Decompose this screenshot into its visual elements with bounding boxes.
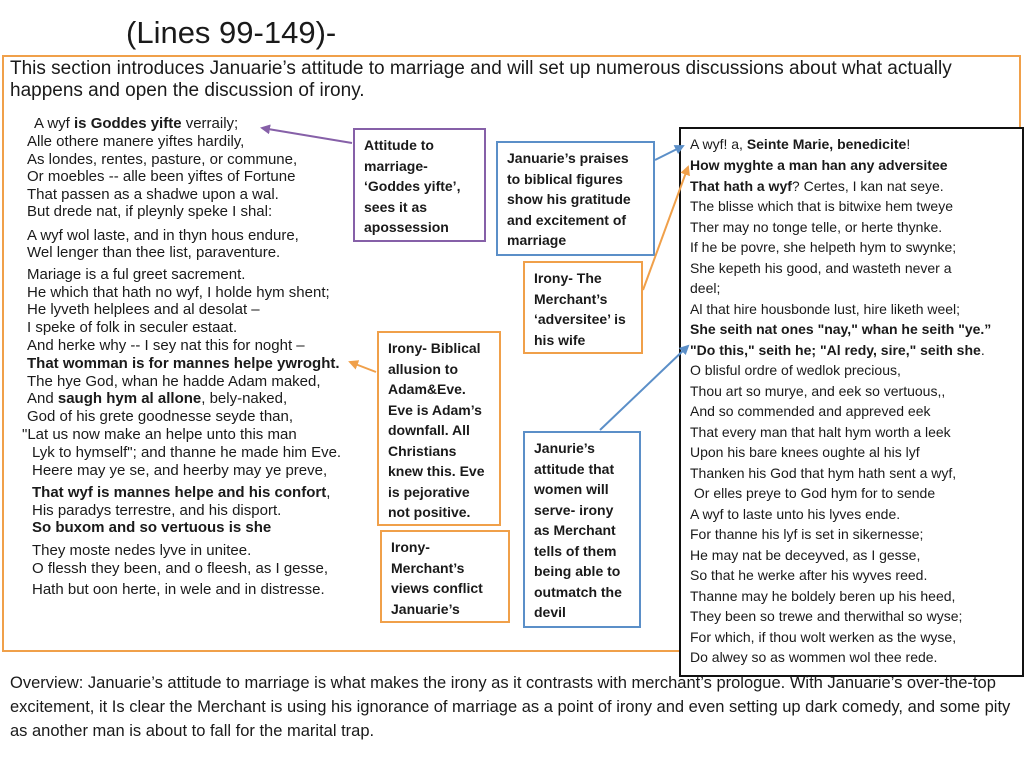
passage-line: He may nat be deceyved, as I gesse, — [690, 547, 921, 563]
poem-line: The hye God, whan he hadde Adam maked, — [27, 373, 321, 390]
note-irony-merchant-views: Irony- Merchant’s views conflict Januarie’s — [380, 530, 510, 623]
passage-line: Thanne may he boldely beren up his heed, — [690, 588, 956, 604]
arrow-januarie-to-passage — [600, 346, 688, 430]
poem-line: Or moebles -- alle been yiftes of Fortune — [27, 168, 296, 185]
passage-text: A wyf! a, — [690, 136, 747, 152]
note-januarie-attitude-women: Janurie’s attitude that women will serve- irony as Merchant tells of them being able to outmatch the devil — [523, 431, 641, 628]
arrow-praises-to-passage — [655, 146, 683, 160]
passage-line: And so commended and appreved eek — [690, 403, 931, 419]
passage-line: For thanne his lyf is set in sikernesse; — [690, 526, 924, 542]
poem-text: , — [326, 484, 331, 501]
poem-line: Heere may ye se, and heerby may ye preve, — [32, 462, 328, 479]
passage-emphasis: Seinte Marie, benedicite — [746, 136, 907, 152]
passage-line: She kepeth his good, and wasteth never a — [690, 260, 952, 276]
passage-line: For which, if thou wolt werken as the wyse, — [690, 629, 957, 645]
poem-line: They moste nedes lyve in unitee. — [32, 542, 252, 559]
passage-line: Do alwey so as wommen wol thee rede. — [690, 649, 938, 665]
poem-line: But drede nat, if pleynly speke I shal: — [27, 203, 273, 220]
passage-line: Thanken his God that hym hath sent a wyf, — [690, 465, 957, 481]
passage-line: A wyf to laste unto his lyves ende. — [690, 506, 901, 522]
passage-emphasis: That hath a wyf — [690, 178, 792, 194]
poem-line: Lyk to hymself"; and thanne he made him Eve. — [32, 444, 342, 461]
poem-line: Mariage is a ful greet sacrement. — [27, 266, 246, 283]
passage-line: They been so trewe and therwithal so wyse; — [690, 608, 963, 624]
passage-line: Al that hire housbonde lust, hire liketh weel; — [690, 301, 961, 317]
poem-line-emphasis: That womman is for mannes helpe ywroght. — [27, 355, 340, 372]
poem-emphasis: That wyf is mannes helpe and his confort — [32, 484, 327, 501]
intro-text: This section introduces Januarie’s attitude to marriage and will set up numerous discussions about what actually happens and open the discussion of irony. — [10, 58, 952, 101]
poem-line: And herke why -- I sey nat this for noght – — [27, 337, 305, 354]
passage-line: So that he werke after his wyves reed. — [690, 567, 928, 583]
passage-line: If he be povre, she helpeth hym to swynke; — [690, 239, 957, 255]
poem-line: A wyf wol laste, and in thyn hous endure, — [27, 227, 299, 244]
poem-line: God of his grete goodnesse seyde than, — [27, 408, 294, 425]
poem-emphasis: is Goddes yifte — [74, 115, 182, 132]
passage-text: . — [980, 342, 985, 358]
poem-line: Hath but oon herte, in wele and in distresse. — [32, 581, 325, 598]
poem-line: Wel lenger than thee list, paraventure. — [27, 244, 281, 261]
poem-line: As londes, rentes, pasture, or commune, — [27, 151, 298, 168]
poem-line: He which that hath no wyf, I holde hym shent; — [27, 284, 330, 301]
poem-text: A wyf — [34, 115, 75, 132]
passage-line: O blisful ordre of wedlok precious, — [690, 362, 901, 378]
passage-line: Ther may no tonge telle, or herte thynke. — [690, 219, 943, 235]
poem-text: And — [27, 390, 58, 407]
passage-text: ? Certes, I kan nat seye. — [791, 178, 944, 194]
poem-line: I speke of folk in seculer estaat. — [27, 319, 238, 336]
passage-line: Thou art so murye, and eek so vertuous,, — [690, 383, 946, 399]
passage-line: Or elles preye to God hym for to sende — [690, 485, 936, 501]
arrow-biblical-to-helpe — [350, 362, 376, 372]
poem-line: His paradys terrestre, and his disport. — [32, 502, 282, 519]
arrow-adversitee-to-passage — [643, 167, 688, 290]
passage-text: ! — [906, 136, 911, 152]
passage-line-emphasis: She seith nat ones "nay," whan he seith "ye.” — [690, 321, 992, 337]
poem-line: Alle othere manere yiftes hardily, — [27, 133, 245, 150]
passage-line-emphasis: How myghte a man han any adversitee — [690, 157, 948, 173]
note-biblical-praises: Januarie’s praises to biblical figures show his gratitude and excitement of marriage — [496, 141, 655, 256]
passage-line: Upon his bare knees oughte al his lyf — [690, 444, 920, 460]
poem-text: verraily; — [181, 115, 239, 132]
poem-line: He lyveth helplees and al desolat – — [27, 301, 260, 318]
poem-emphasis: saugh hym al allone — [57, 390, 202, 407]
poem-text: , bely-naked, — [201, 390, 288, 407]
note-irony-biblical-allusion: Irony- Biblical allusion to Adam&Eve. Eve is Adam’s downfall. All Christians knew this. Eve is pejorative not positive. — [377, 331, 501, 526]
passage-line: deel; — [690, 280, 721, 296]
arrow-attitude-to-goddes-yifte — [262, 128, 352, 143]
passage-line: The blisse which that is bitwixe hem tweye — [690, 198, 953, 214]
passage-line: That every man that halt hym worth a leek — [690, 424, 951, 440]
overview-text: Overview: Januarie’s attitude to marriage is what makes the irony as it contrasts with merchant’s prologue. With Januarie’s over-the-top excitement, it Is clear the Merchant is using his ignorance of marriage as a point of irony and even setting up dark comedy, and some pity as another man is about to fall for the marital trap. — [10, 674, 1011, 740]
slide-title: (Lines 99-149)- — [126, 15, 337, 50]
note-attitude-to-marriage: Attitude to marriage- ‘Goddes yifte’, sees it as apossession — [353, 128, 486, 242]
poem-line: O flessh they been, and o fleesh, as I gesse, — [32, 560, 329, 577]
poem-line: "Lat us now make an helpe unto this man — [22, 426, 297, 443]
poem-line: That passen as a shadwe upon a wal. — [27, 186, 279, 203]
note-irony-adversitee: Irony- The Merchant’s ‘adversitee’ is his wife — [523, 261, 643, 354]
passage-emphasis: "Do this," seith he; "Al redy, sire," seith she — [690, 342, 981, 358]
poem-line-emphasis: So buxom and so vertuous is she — [32, 519, 272, 536]
